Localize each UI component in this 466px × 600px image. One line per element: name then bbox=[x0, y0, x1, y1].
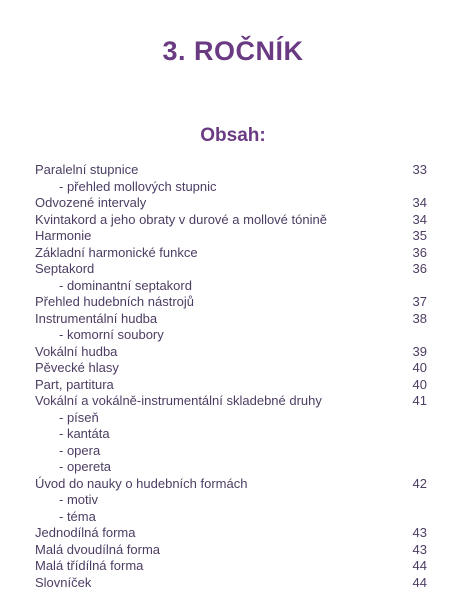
toc-entry-label: Slovníček bbox=[35, 574, 92, 590]
toc-page-number: 40 bbox=[412, 376, 427, 392]
toc-entry-label: Pěvecké hlasy bbox=[35, 360, 119, 375]
toc-page-number: 43 bbox=[412, 541, 427, 557]
toc-row bbox=[35, 509, 427, 526]
page-title: 3. ROČNÍK bbox=[162, 36, 304, 67]
toc-row bbox=[35, 525, 427, 542]
toc-row bbox=[35, 410, 427, 427]
toc-row bbox=[35, 228, 427, 245]
toc-row bbox=[35, 459, 427, 476]
toc-page-number: 34 bbox=[412, 211, 427, 227]
toc-row bbox=[35, 179, 427, 196]
toc-page-number: 38 bbox=[412, 310, 427, 326]
toc-entry-label: Základní harmonické funkce bbox=[35, 244, 198, 260]
toc-row bbox=[35, 360, 427, 377]
toc-page-number: 40 bbox=[412, 360, 427, 375]
toc-entry-label: - motiv bbox=[59, 492, 98, 507]
toc-entry-label: - píseň bbox=[59, 409, 99, 425]
toc-row bbox=[35, 278, 427, 295]
toc-row bbox=[35, 212, 427, 229]
toc-entry-label: Odvozené intervaly bbox=[35, 195, 147, 210]
toc-page-number: 41 bbox=[412, 393, 427, 408]
toc-page-number: 44 bbox=[412, 574, 427, 590]
toc-entry-label: Úvod do nauky o hudebních formách bbox=[35, 475, 248, 491]
toc-page-number: 36 bbox=[412, 261, 427, 276]
toc-page-number: 36 bbox=[412, 244, 427, 260]
toc-row bbox=[35, 476, 427, 493]
toc-entry-label: - dominantní septakord bbox=[59, 277, 192, 293]
toc-row bbox=[35, 294, 427, 311]
toc-page-number: 44 bbox=[412, 558, 427, 573]
table-of-contents bbox=[35, 162, 427, 591]
toc-page-number: 43 bbox=[412, 525, 427, 540]
toc-page-number: 42 bbox=[412, 475, 427, 491]
toc-entry-label: - přehled mollových stupnic bbox=[59, 178, 217, 194]
toc-heading: Obsah: bbox=[200, 124, 266, 146]
toc-entry-label: Harmonie bbox=[35, 228, 92, 243]
toc-row bbox=[35, 492, 427, 509]
toc-row bbox=[35, 377, 427, 394]
toc-entry-label: Malá dvoudílná forma bbox=[35, 541, 161, 557]
toc-page-number: 34 bbox=[412, 195, 427, 210]
toc-row bbox=[35, 443, 427, 460]
toc-entry-label: Přehled hudebních nástrojů bbox=[35, 294, 195, 309]
toc-entry-label: Vokální a vokálně-instrumentální skladebné druhy bbox=[35, 393, 322, 408]
toc-entry-label: - opera bbox=[59, 442, 101, 458]
toc-row bbox=[35, 195, 427, 212]
toc-entry-label: - opereta bbox=[59, 459, 112, 474]
toc-row bbox=[35, 311, 427, 328]
toc-entry-label: - kantáta bbox=[59, 426, 110, 441]
toc-row bbox=[35, 426, 427, 443]
toc-page-number: 35 bbox=[412, 228, 427, 243]
toc-entry-label: Septakord bbox=[35, 261, 95, 276]
toc-row bbox=[35, 575, 427, 592]
toc-entry-label: Malá třídílná forma bbox=[35, 558, 144, 573]
toc-row bbox=[35, 558, 427, 575]
toc-entry-label: Jednodílná forma bbox=[35, 525, 136, 540]
toc-entry-label: Paralelní stupnice bbox=[35, 162, 139, 177]
toc-page-number: 39 bbox=[412, 343, 427, 359]
toc-entry-label: Vokální hudba bbox=[35, 343, 118, 359]
toc-entry-label: Kvintakord a jeho obraty v durové a mollové tónině bbox=[35, 211, 327, 227]
toc-row bbox=[35, 245, 427, 262]
toc-page-number: 37 bbox=[412, 294, 427, 309]
toc-entry-label: Instrumentální hudba bbox=[35, 310, 158, 326]
toc-row bbox=[35, 393, 427, 410]
toc-row bbox=[35, 261, 427, 278]
toc-entry-label: - téma bbox=[59, 508, 96, 524]
toc-entry-label: - komorní soubory bbox=[59, 327, 164, 342]
toc-row bbox=[35, 327, 427, 344]
toc-page-number: 33 bbox=[412, 162, 427, 177]
toc-row bbox=[35, 162, 427, 179]
toc-row bbox=[35, 542, 427, 559]
toc-entry-label: Part, partitura bbox=[35, 376, 114, 392]
toc-row bbox=[35, 344, 427, 361]
